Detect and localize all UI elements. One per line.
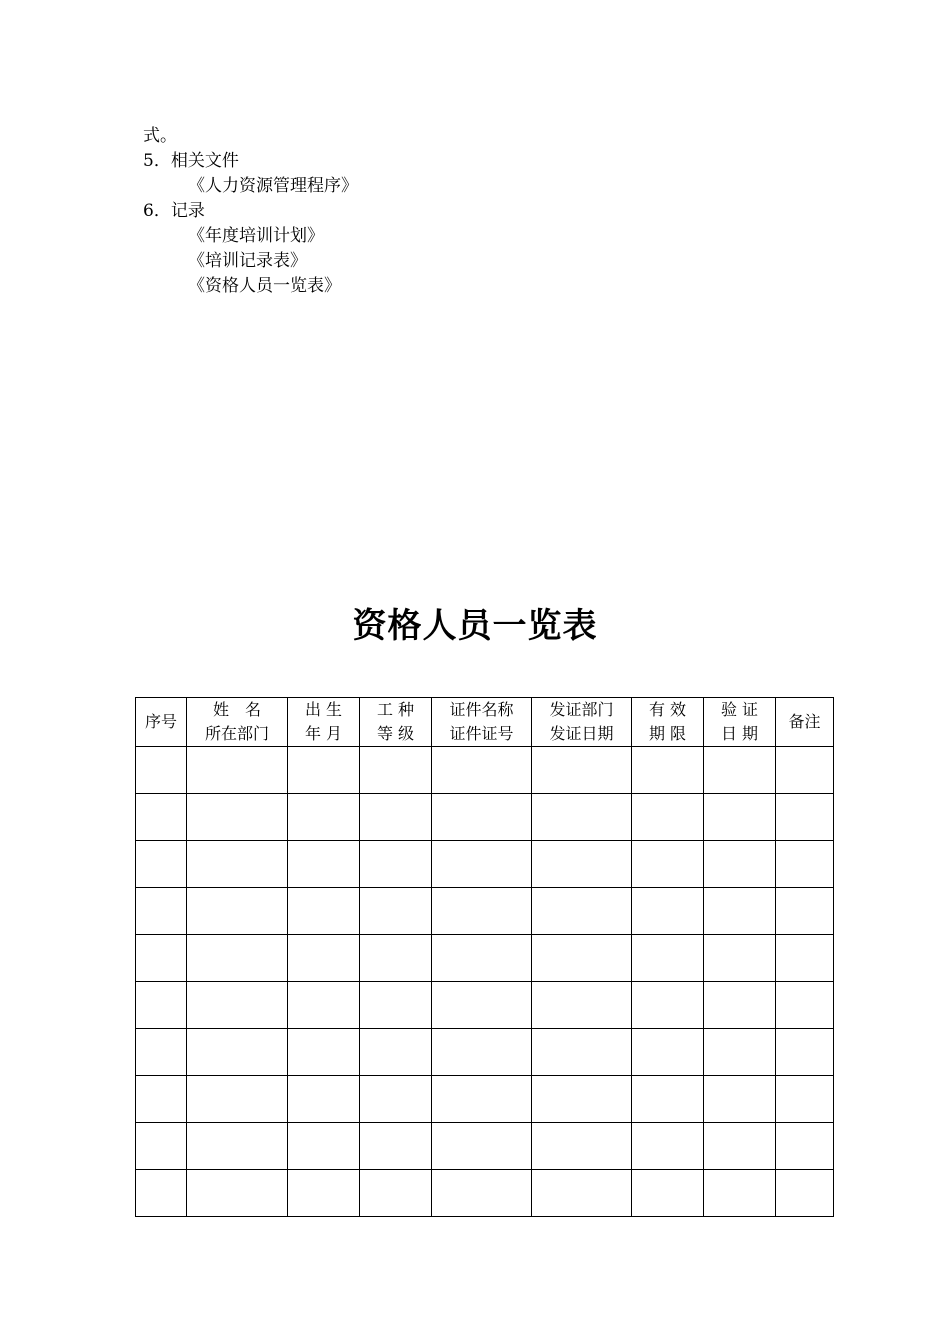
table-cell[interactable] [532, 747, 632, 794]
record-item: 《培训记录表》 [188, 251, 307, 271]
table-cell[interactable] [776, 888, 834, 935]
table-cell[interactable] [136, 888, 187, 935]
table-cell[interactable] [136, 747, 187, 794]
table-cell[interactable] [360, 1076, 432, 1123]
table-cell[interactable] [432, 935, 532, 982]
table-cell[interactable] [288, 747, 360, 794]
table-cell[interactable] [136, 1123, 187, 1170]
table-cell[interactable] [632, 1123, 704, 1170]
table-cell[interactable] [704, 1029, 776, 1076]
header-cell-trade-grade: 工 种 等 级 [360, 698, 432, 747]
table-row [136, 747, 834, 794]
table-cell[interactable] [532, 841, 632, 888]
header-cell-serial: 序号 [136, 698, 187, 747]
table-cell[interactable] [704, 935, 776, 982]
table-cell[interactable] [432, 1029, 532, 1076]
table-row [136, 888, 834, 935]
table-cell[interactable] [360, 747, 432, 794]
table-row [136, 1076, 834, 1123]
table-row [136, 935, 834, 982]
table-row [136, 1029, 834, 1076]
table-cell[interactable] [776, 794, 834, 841]
table-cell[interactable] [632, 841, 704, 888]
table-cell[interactable] [632, 747, 704, 794]
table-cell[interactable] [360, 982, 432, 1029]
table-cell[interactable] [632, 1029, 704, 1076]
header-cell-issuer: 发证部门 发证日期 [532, 698, 632, 747]
table-cell[interactable] [187, 1076, 288, 1123]
document-title: 资格人员一览表 [352, 606, 598, 646]
table-cell[interactable] [136, 935, 187, 982]
table-header-row [136, 698, 834, 747]
table-cell[interactable] [776, 1123, 834, 1170]
table-cell[interactable] [136, 1076, 187, 1123]
table-cell[interactable] [532, 935, 632, 982]
table-row [136, 982, 834, 1029]
table-cell[interactable] [776, 935, 834, 982]
table-cell[interactable] [532, 1076, 632, 1123]
table-cell[interactable] [704, 982, 776, 1029]
intro-text [143, 124, 358, 299]
table-cell[interactable] [704, 794, 776, 841]
table-row [136, 794, 834, 841]
table-cell[interactable] [288, 935, 360, 982]
table-cell[interactable] [776, 982, 834, 1029]
table-cell[interactable] [704, 841, 776, 888]
intro-line: 式。 [143, 126, 177, 146]
section-5-title: 5．相关文件 [143, 151, 239, 171]
table-cell[interactable] [136, 1170, 187, 1217]
table-cell[interactable] [704, 1076, 776, 1123]
table-cell[interactable] [360, 794, 432, 841]
table-cell[interactable] [187, 888, 288, 935]
header-cell-certificate: 证件名称 证件证号 [432, 698, 532, 747]
table-cell[interactable] [187, 935, 288, 982]
table-cell[interactable] [432, 1170, 532, 1217]
table-cell[interactable] [288, 1029, 360, 1076]
table-cell[interactable] [288, 841, 360, 888]
table-cell[interactable] [532, 1123, 632, 1170]
table-cell[interactable] [704, 1123, 776, 1170]
table-cell[interactable] [136, 841, 187, 888]
table-cell[interactable] [187, 982, 288, 1029]
table-cell[interactable] [432, 1123, 532, 1170]
table-cell[interactable] [288, 1123, 360, 1170]
table-cell[interactable] [632, 794, 704, 841]
table-cell[interactable] [288, 1076, 360, 1123]
table-cell[interactable] [288, 982, 360, 1029]
table-cell[interactable] [776, 1029, 834, 1076]
table-cell[interactable] [532, 982, 632, 1029]
table-cell[interactable] [632, 935, 704, 982]
table-body [136, 747, 834, 1217]
table-cell[interactable] [360, 1170, 432, 1217]
header-cell-birth: 出 生 年 月 [288, 698, 360, 747]
table-cell[interactable] [704, 1170, 776, 1217]
table-cell[interactable] [776, 747, 834, 794]
table-cell[interactable] [532, 888, 632, 935]
table-cell[interactable] [432, 888, 532, 935]
qualified-personnel-table [135, 697, 834, 1217]
table-cell[interactable] [632, 1076, 704, 1123]
table-cell[interactable] [187, 1170, 288, 1217]
table-cell[interactable] [187, 794, 288, 841]
table-cell[interactable] [432, 841, 532, 888]
table-cell[interactable] [776, 841, 834, 888]
table-cell[interactable] [360, 935, 432, 982]
related-doc-item: 《人力资源管理程序》 [188, 176, 358, 196]
table-cell[interactable] [187, 841, 288, 888]
table-cell[interactable] [632, 1170, 704, 1217]
header-cell-verification: 验 证 日 期 [704, 698, 776, 747]
table-cell[interactable] [136, 982, 187, 1029]
table-cell[interactable] [187, 1029, 288, 1076]
table-cell[interactable] [432, 982, 532, 1029]
table-cell[interactable] [532, 1029, 632, 1076]
table-cell[interactable] [187, 1123, 288, 1170]
table-cell[interactable] [288, 1170, 360, 1217]
record-item: 《年度培训计划》 [188, 226, 324, 246]
table-cell[interactable] [288, 794, 360, 841]
header-cell-remarks: 备注 [776, 698, 834, 747]
table-cell[interactable] [360, 1029, 432, 1076]
table-cell[interactable] [136, 1029, 187, 1076]
table-row [136, 841, 834, 888]
table-cell[interactable] [432, 794, 532, 841]
table-cell[interactable] [532, 1170, 632, 1217]
section-6-title: 6．记录 [143, 201, 205, 221]
table-row [136, 1123, 834, 1170]
table-cell[interactable] [187, 747, 288, 794]
table-cell[interactable] [704, 888, 776, 935]
table-cell[interactable] [432, 747, 532, 794]
table-cell[interactable] [432, 1076, 532, 1123]
table-cell[interactable] [632, 888, 704, 935]
header-cell-name-dept: 姓 名 所在部门 [187, 698, 288, 747]
table-cell[interactable] [632, 982, 704, 1029]
table-cell[interactable] [360, 888, 432, 935]
table-cell[interactable] [136, 794, 187, 841]
table-cell[interactable] [776, 1170, 834, 1217]
table-cell[interactable] [288, 888, 360, 935]
table-cell[interactable] [360, 1123, 432, 1170]
table-cell[interactable] [776, 1076, 834, 1123]
table-cell[interactable] [360, 841, 432, 888]
table-row [136, 1170, 834, 1217]
record-item: 《资格人员一览表》 [188, 276, 341, 296]
table-cell[interactable] [704, 747, 776, 794]
table-cell[interactable] [532, 794, 632, 841]
header-cell-validity: 有 效 期 限 [632, 698, 704, 747]
